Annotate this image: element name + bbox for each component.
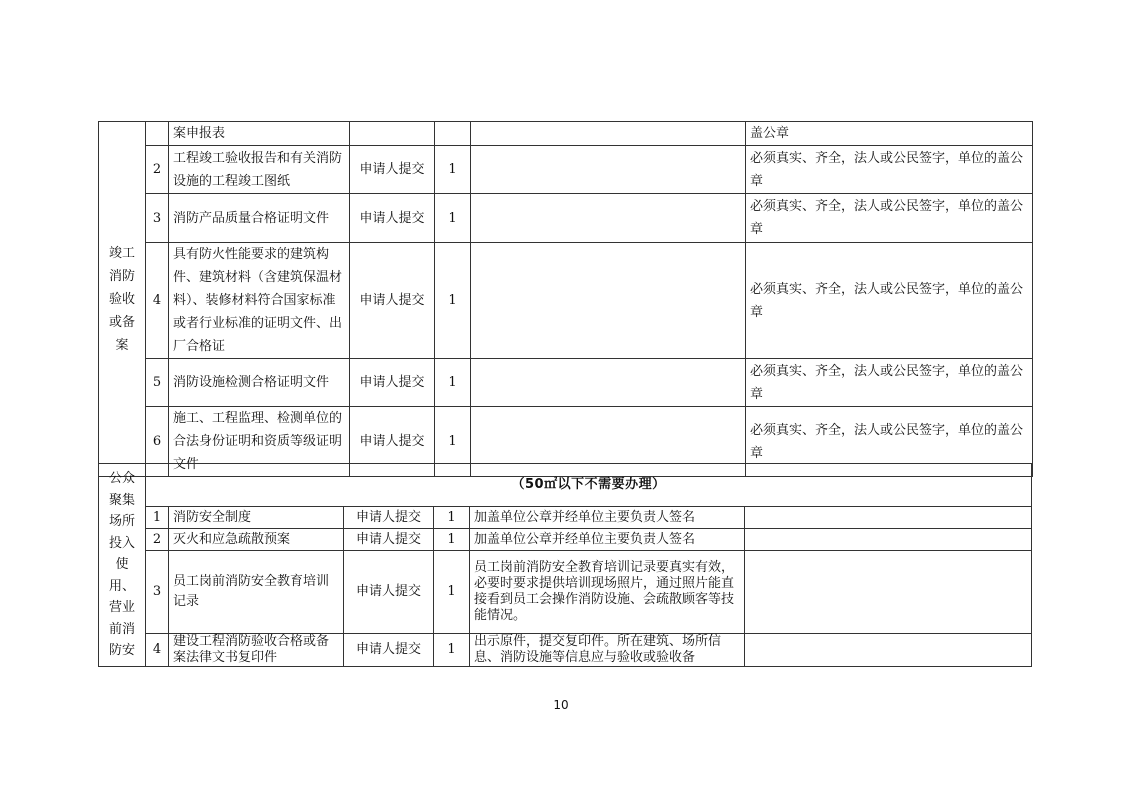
row-number: 2	[146, 529, 169, 551]
category-label-line: 聚集	[108, 492, 135, 508]
row-number: 3	[146, 194, 169, 243]
row-number: 4	[146, 634, 169, 667]
table-row	[99, 243, 1033, 359]
requirement: 必须真实、齐全，法人或公民签字，单位的盖公章	[746, 359, 1033, 407]
requirement	[745, 634, 1032, 667]
requirement: 盖公章	[746, 122, 1033, 146]
requirement: 必须真实、齐全，法人或公民签字，单位的盖公章	[746, 146, 1033, 194]
row-number: 4	[146, 243, 169, 359]
table-row	[99, 359, 1033, 407]
copies: 1	[435, 194, 471, 243]
material-source: 申请人提交	[350, 194, 435, 243]
category-label-line: 案	[115, 337, 129, 353]
category-label-line: 场所	[108, 514, 135, 530]
material-name: 员工岗前消防安全教育培训记录	[169, 551, 344, 634]
category-label-line: 验收	[108, 291, 135, 307]
material-source: 申请人提交	[344, 507, 434, 529]
row-number: 2	[146, 146, 169, 194]
requirement: 必须真实、齐全，法人或公民签字，单位的盖公章	[746, 243, 1033, 359]
material-name: 消防安全制度	[169, 507, 344, 529]
copies	[435, 122, 471, 146]
table-row	[99, 551, 1032, 634]
copies: 1	[435, 146, 471, 194]
row-number	[146, 122, 169, 146]
category-label-line: 或备	[108, 314, 135, 330]
material-name: 建设工程消防验收合格或备案法律文书复印件	[169, 634, 344, 667]
row-number: 1	[146, 507, 169, 529]
copies: 1	[434, 634, 470, 667]
notes: 员工岗前消防安全教育培训记录要真实有效，必要时要求提供培训现场照片，通过照片能直接看到员工会操作消防设施、会疏散顾客等技能情况。	[470, 551, 745, 634]
notes	[471, 194, 746, 243]
material-source: 申请人提交	[350, 146, 435, 194]
table-row	[99, 146, 1033, 194]
notes: 加盖单位公章并经单位主要负责人签名	[470, 507, 745, 529]
requirement: 必须真实、齐全，法人或公民签字，单位的盖公章	[746, 407, 1033, 477]
category-label-line: 消防	[108, 268, 135, 284]
material-source: 申请人提交	[350, 359, 435, 407]
table-row	[99, 194, 1033, 243]
page-number: 10	[553, 698, 569, 712]
table-row	[99, 634, 1032, 667]
requirement	[745, 507, 1032, 529]
material-source: 申请人提交	[350, 407, 435, 477]
requirement	[745, 551, 1032, 634]
category-label-line: 使	[115, 557, 129, 573]
row-number: 3	[146, 551, 169, 634]
material-source	[350, 122, 435, 146]
material-source: 申请人提交	[344, 551, 434, 634]
notes: 出示原件，提交复印件。所在建筑、场所信息、消防设施等信息应与验收或验收备	[470, 634, 745, 667]
material-source: 申请人提交	[350, 243, 435, 359]
requirement: 必须真实、齐全，法人或公民签字，单位的盖公章	[746, 194, 1033, 243]
notes	[471, 122, 746, 146]
category-label-line: 防安	[108, 643, 135, 659]
category-cell	[99, 122, 146, 477]
table-row	[99, 122, 1033, 146]
material-name: 具有防火性能要求的建筑构件、建筑材料（含建筑保温材料）、装修材料符合国家标准或者行业标准的证明文件、出厂合格证	[169, 243, 350, 359]
copies: 1	[435, 407, 471, 477]
notes	[471, 146, 746, 194]
banner-note: （50㎡以下不需要办理）	[146, 464, 1032, 507]
copies: 1	[434, 507, 470, 529]
copies: 1	[435, 359, 471, 407]
category-label-line: 投入	[108, 535, 135, 551]
material-name: 案申报表	[169, 122, 350, 146]
requirement	[745, 529, 1032, 551]
copies: 1	[434, 551, 470, 634]
category-label-line: 用、	[108, 578, 135, 594]
row-number: 6	[146, 407, 169, 477]
table-row	[99, 507, 1032, 529]
category-label-line: 前消	[108, 621, 135, 637]
notes	[471, 243, 746, 359]
material-name: 灭火和应急疏散预案	[169, 529, 344, 551]
public-venue-table	[98, 463, 1032, 667]
category-label-line: 营业	[108, 600, 135, 616]
category-label-line: 公众	[108, 471, 135, 487]
material-name: 工程竣工验收报告和有关消防设施的工程竣工图纸	[169, 146, 350, 194]
notes: 加盖单位公章并经单位主要负责人签名	[470, 529, 745, 551]
category-cell	[99, 464, 146, 667]
material-name: 消防设施检测合格证明文件	[169, 359, 350, 407]
fire-acceptance-table	[98, 121, 1033, 477]
notes	[471, 359, 746, 407]
material-name: 施工、工程监理、检测单位的合法身份证明和资质等级证明文件	[169, 407, 350, 477]
category-label-line: 竣工	[108, 245, 135, 261]
material-source: 申请人提交	[344, 529, 434, 551]
material-name: 消防产品质量合格证明文件	[169, 194, 350, 243]
table-row	[99, 464, 1032, 507]
material-source: 申请人提交	[344, 634, 434, 667]
copies: 1	[434, 529, 470, 551]
row-number: 5	[146, 359, 169, 407]
table-row	[99, 529, 1032, 551]
copies: 1	[435, 243, 471, 359]
